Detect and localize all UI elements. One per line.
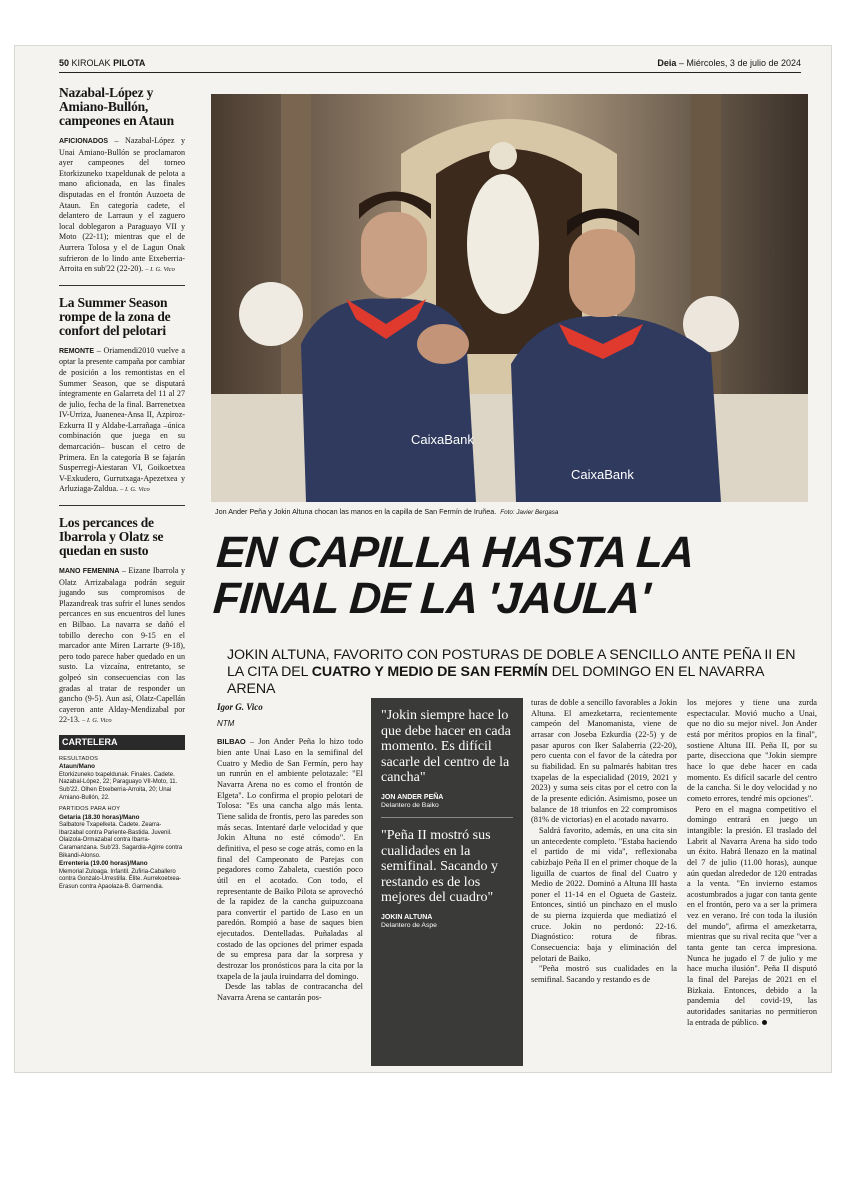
author: Igor G. Vico [217,702,263,712]
page-header [59,58,801,73]
match-heading: Getaria (18.30 horas)/Mano [59,813,140,821]
newspaper-page [14,45,832,1073]
cartelera-title: CARTELERA [59,735,185,750]
match-body: Salbatore Txapelketa. Cadete. Zearra-Ibarzabal contra Pariente-Bastida. Juvenil. Olaizola-Ormazabal contra Ibarra-Caramanzana. Sub'23. Sagardia-Agirre contra Bikandi-Alonso. [59,822,183,859]
header-right: Deia – Miércoles, 3 de julio de 2024 [657,58,801,68]
body-paragraph: turas de doble a sencillo favorables a Jokin Altuna. El amezketarra, recientemente campeón del Manomanista, viene de arrasar con Joseba Ezkurdia (22-5) y de pasar apuros con Iker Salaberria (22-20), pero cuenta con el favor de la cátedra por su fiabilidad. En su palmarés habitan tres txapelas de la especialidad (2019, 2021 y 2023) y suma seis citas por el cetro con la de la presente edición. Asimismo, posee un balance de 18 triunfos en 22 compromisos (81% de victorias) en el acotado navarro. [531,698,677,825]
sidebar-story1-body: AFICIONADOS – Nazabal-López y Unai Amiano-Bullón se proclamaron ayer campeones del torneo Etorkizuneko txapeldunak de pelota a mano aficionada, en las finales disputadas en el frontón Auzoeta de Ataun. En categoría cadete, el delantero de Larraun y el zaguero local doblegaron a Paraguayo VII y Moto (22-11); mientras que el de Aurrera Tolosa y el de Lagun Onak sufrieron de lo lindo ante Etxeberria-Arroita en sub'22 (22-20). – I. G. Vico [59,136,185,274]
sidebar-story2-body: REMONTE – Oriamendi2010 vuelve a optar la presente campaña por cambiar de posición a los remontistas en el Summer Season, que se disputará íntegramente en Galarreta del 11 al 27 de julio, fecha de la final. Barrenetxea IV-Urriza, Juanenea-Ansa II, Azpiroz-Ezkurra II y Aldabe-Larrañaga –única combinación que juega en su demarcación– buscan el cetro de Primera. En la categoría B se fajarán Susperregi-Aiestaran VI, Goikoetxea V-Exkudero, Gurrutxaga-Apezetxea y Arluziaga-Zaldua. – I. G. Vico [59,345,185,494]
pull-quote: "Jokin siempre hace lo que debe hacer en cada momento. Es difícil sacarle del centro de la cancha" [381,708,511,786]
body-paragraph: "Peña mostró sus cualidades en la semifinal. Sacando y restando es de [531,964,677,985]
sidebar-story3-body: MANO FEMENINA – Eizane Ibarrola y Olatz Arrizabalaga podrán seguir jugando sus compromisos de Plazandreak tras sufrir el lunes sendos percances en sus encuentros del lunes en Bilbao. La navarra se dañó el tobillo derecho con 9-15 en el marcador ante Miren Larrarte (9-18), pero todo parece haber quedado en un susto. La vizcaína, entretanto, se golpeó sin consecuencias con las gradas al tratar de responder un gancho (9-5). Aun así, Olatz-Capellán cayeron ante Alday-Mendizabal por 22-13. – I. G. Vico [59,566,185,725]
body-paragraph: Pero en el magna competitivo el domingo entrará en juego un intangible: la presión. El traslado del Labrit al Navarra Arena ha sido todo un éxito. Habrá llenazo en la matinal del 7 de julio (11.00 horas), aunque aún quedan alrededor de 120 entradas a la venta. "En invierno estamos acostumbrados a jugar con tanta gente en el frontón, pero va a ser la primera vez en verano. Iré con toda la ilusión del mundo", afirma el amezketarra, mientras que su rival recita que "ver a tanta gente tan cerca impresiona. Nunca he jugado el 7 de julio y me hace mucha ilusión". Peña II disputó la final del Parejas de 2021 en el Bizkaia. Entonces, debido a la pandemia del covid-19, las autoridades sanitarias no permitieron la entrada de público. [687,804,817,1027]
quote-author: JOKIN ALTUNA [381,913,433,921]
sidebar-story1-title: Nazabal-López y Amiano-Bullón, campeones en Ataun [59,85,174,128]
shirt-sponsor-left: CaixaBank [411,432,474,447]
shirt-sponsor-right: CaixaBank [571,467,634,482]
divider [59,505,185,506]
photo-credit: Foto: Javier Bergasa [500,509,559,516]
body-paragraph: los mejores y tiene una zurda espectacular. Movió mucho a Unai, que no dio su mejor nivel. Jon Ander está por méritos propios en la final", sostiene Altuna III. Peña II, por su parte, disecciona que "Jokin siempre hace lo que debe hacer en cada momento. Es difícil sacarle del centro de la cancha. Si le doy velocidad y no cometo errores, tendré mis opciones". [687,698,817,803]
match-heading: Errenteria (19.00 horas)/Mano [59,860,148,868]
quote-author-role: Delantero de Aspe [381,921,437,929]
result-body: Etorkizuneko txapeldunak. Finales. Cadete. Nazabal-López, 22; Paraguayo VII-Moto, 11. Sub'22. Olhen Etxeberria-Arroita, 20; Unai Amiano-Bullón, 22. [59,771,178,801]
headline-line1: EN CAPILLA HASTA LA [214,528,696,577]
sidebar [59,86,185,892]
quote-author: JON ANDER PEÑA [381,793,444,801]
result-heading: Ataun/Mano [59,763,96,771]
body-paragraph: Desde las tablas de contracancha del Navarra Arena se cantarán pos- [217,982,363,1003]
main-photo [211,94,808,502]
sidebar-story2-title: La Summer Season rompe de la zona de confort del pelotari [59,294,171,338]
header-left: 50 KIROLAK PILOTA [59,58,146,68]
results-label: RESULTADOS [59,755,99,762]
sidebar-story3-title: Los percances de Ibarrola y Olatz se quedan en susto [59,515,164,559]
subheadline: JOKIN ALTUNA, FAVORITO CON POSTURAS DE DOBLE A SENCILLO ANTE PEÑA II EN LA CITA DEL CUATRO Y MEDIO DE SAN FERMÍN DEL DOMINGO EN EL NAVARRA ARENA [227,647,796,697]
pull-quote: "Peña II mostró sus cualidades en la semifinal. Sacando y restando es de los mejores del cuadro" [381,827,499,906]
quote-author-role: Delantero de Baiko [381,801,439,809]
quote-box [371,698,523,1066]
article-column-2 [531,698,677,986]
divider [59,285,185,286]
body-paragraph: Saldrá favorito, además, en una cita sin un antecedente completo. "Estaba haciendo el partido de mi vida", reflexionaba cabizbajo Peña II en el primer choque de la liguilla de cuartos de final del Cuatro y Medio de 2022. Dominó a Altuna III hasta poner el 11-14 en el Ogueta de Gasteiz. Entonces, sintió un pinchazo en el muslo de su pierna izquierda que mediatizó el cruce. Jokin no perdonó: 22-16. Diagnóstico: rotura de fibras. Consecuencia: baja y eliminación del pelotari de Baiko. [531,825,677,963]
cartelera-list [59,756,185,892]
end-mark [762,1020,767,1025]
body-paragraph: BILBAO – Jon Ander Peña lo hizo todo bien ante Unai Laso en la semifinal del Cuatro y Medio de San Fermín, pero hay un runrún en el ambiente pelotazale: "El Navarra Arena no es como el frontón de Elgeta". Lo confirma el propio pelotari de Tolosa: "Es una cancha algo más lenta. Tiene salida de frontis, pero las paredes son más secas. Intentaré darle velocidad y que Jokin Altuna no esté cómodo". En definitiva, el peso se coge atrás, como en la final del Campeonato de Parejas con pegadores como Zabaleta, cuestión poco útil en el acotado. Con todo, el representante de Baiko Pilota se aprovechó de la rapidez de la cancha guipuzcoana para convertir el partido de Laso en un paredón. Rompió a base de saques bien ejecutados. Dentelladas. Puñaladas al costado de las opciones del primer espada de su empresa para dar la sorpresa y destrozar los pronósticos para la cita por la txapela de la jaula iruindarra del domingo. [217,737,363,981]
article-column-1 [217,702,363,1004]
headline [212,530,818,622]
photo-caption: Jon Ander Peña y Jokin Altuna chocan las manos en la capilla de San Fermín de Iruñea. Foto: Javier Bergasa [215,507,559,516]
article-column-3 [687,698,817,1028]
agency: NTM [217,718,235,728]
headline-line2: FINAL DE LA 'JAULA' [211,574,652,623]
today-label: PARTIDOS PARA HOY [59,806,121,813]
match-body: Memorial Zuloaga. Infantil. Zufiria-Caballero contra Gonzalo-Urrestilla. Élite. Aurrekoetxea-Erasun contra Apaolaza-B. Garmendia. [59,868,182,891]
